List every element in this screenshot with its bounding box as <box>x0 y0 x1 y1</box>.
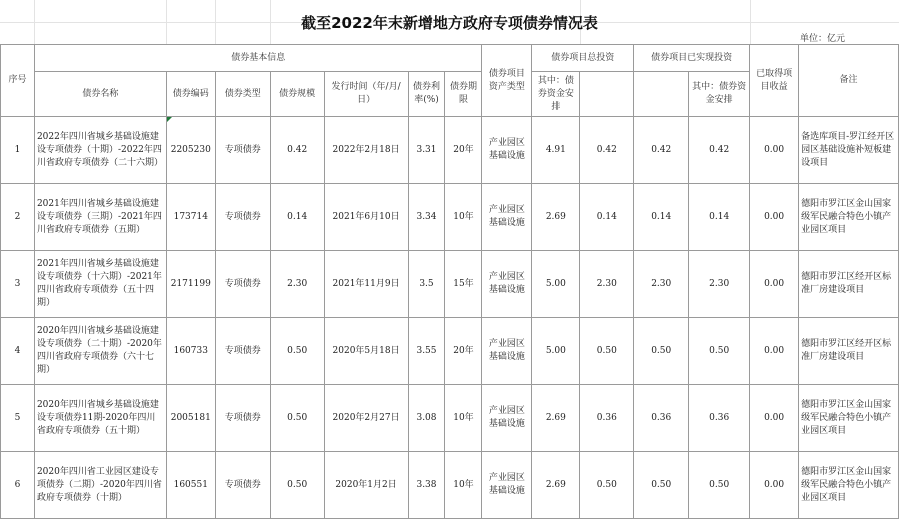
cell-income: 0.00 <box>750 117 799 184</box>
cell-realized: 0.50 <box>634 452 689 519</box>
cell-scale: 0.50 <box>270 318 324 385</box>
cell-income: 0.00 <box>750 318 799 385</box>
cell-rate: 3.5 <box>408 251 445 318</box>
cell-total: 2.69 <box>532 184 580 251</box>
cell-name: 2020年四川省工业园区建设专项债券（二期）-2020年四川省政府专项债券（十期） <box>34 452 166 519</box>
header-seq: 序号 <box>1 45 35 117</box>
cell-name: 2020年四川省城乡基础设施建设专项债券（二十期）-2020年四川省政府专项债券（六十七期） <box>34 318 166 385</box>
header-issue-date: 发行时间（年/月/日） <box>324 72 408 117</box>
cell-seq: 4 <box>1 318 35 385</box>
header-realized-investment: 债券项目已实现投资 <box>634 45 750 72</box>
cell-scale: 0.50 <box>270 452 324 519</box>
cell-realized: 2.30 <box>634 251 689 318</box>
cell-remark: 德阳市罗江区金山国家级军民融合特色小镇产业园区项目 <box>799 184 899 251</box>
cell-term: 10年 <box>445 452 482 519</box>
header-total-inv-blank <box>580 72 634 117</box>
cell-total: 5.00 <box>532 318 580 385</box>
cell-seq: 2 <box>1 184 35 251</box>
cell-term: 15年 <box>445 251 482 318</box>
cell-total-bond: 0.50 <box>580 318 634 385</box>
header-scale: 债券规模 <box>270 72 324 117</box>
cell-asset: 产业园区基础设施 <box>482 452 532 519</box>
cell-realized-bond: 0.42 <box>689 117 750 184</box>
cell-name: 2021年四川省城乡基础设施建设专项债券（十六期）-2021年四川省政府专项债券（五十四期） <box>34 251 166 318</box>
cell-rate: 3.34 <box>408 184 445 251</box>
cell-name: 2021年四川省城乡基础设施建设专项债券（三期）-2021年四川省政府专项债券（五期） <box>34 184 166 251</box>
cell-date: 2020年1月2日 <box>324 452 408 519</box>
header-basic-info: 债券基本信息 <box>34 45 481 72</box>
header-type: 债券类型 <box>215 72 270 117</box>
table-row <box>1 251 899 318</box>
cell-asset: 产业园区基础设施 <box>482 184 532 251</box>
cell-income: 0.00 <box>750 251 799 318</box>
cell-term: 10年 <box>445 184 482 251</box>
cell-type: 专项债券 <box>215 385 270 452</box>
table-row <box>1 184 899 251</box>
header-row-1 <box>1 45 899 72</box>
cell-remark: 备选库项目-罗江经开区园区基础设施补短板建设项目 <box>799 117 899 184</box>
cell-date: 2020年2月27日 <box>324 385 408 452</box>
table-row <box>1 117 899 184</box>
cell-income: 0.00 <box>750 385 799 452</box>
cell-scale: 2.30 <box>270 251 324 318</box>
cell-total-bond: 0.42 <box>580 117 634 184</box>
cell-date: 2021年11月9日 <box>324 251 408 318</box>
cell-scale: 0.14 <box>270 184 324 251</box>
page-title: 截至2022年末新增地方政府专项债券情况表 <box>301 13 598 32</box>
cell-name: 2020年四川省城乡基础设施建设专项债券11期-2020年四川省政府专项债券（五十期） <box>34 385 166 452</box>
cell-realized-bond: 0.14 <box>689 184 750 251</box>
cell-asset: 产业园区基础设施 <box>482 117 532 184</box>
cell-scale: 0.42 <box>270 117 324 184</box>
table-row <box>1 452 899 519</box>
cell-date: 2020年5月18日 <box>324 318 408 385</box>
cell-total: 2.69 <box>532 452 580 519</box>
cell-term: 10年 <box>445 385 482 452</box>
header-asset-type: 债券项目资产类型 <box>482 45 532 117</box>
cell-code: 160551 <box>166 452 215 519</box>
header-name: 债券名称 <box>34 72 166 117</box>
cell-scale: 0.50 <box>270 385 324 452</box>
cell-rate: 3.08 <box>408 385 445 452</box>
cell-type: 专项债券 <box>215 184 270 251</box>
cell-code: 173714 <box>166 184 215 251</box>
header-remark: 备注 <box>799 45 899 117</box>
bond-table <box>0 44 899 519</box>
cell-name: 2022年四川省城乡基础设施建设专项债券（十期）-2022年四川省政府专项债券（二十六期） <box>34 117 166 184</box>
cell-code: 2171199 <box>166 251 215 318</box>
header-total-bond-funds: 其中：债券资金安排 <box>532 72 580 117</box>
cell-total: 4.91 <box>532 117 580 184</box>
cell-code: 2005181 <box>166 385 215 452</box>
cell-type: 专项债券 <box>215 452 270 519</box>
cell-income: 0.00 <box>750 184 799 251</box>
header-term: 债券期限 <box>445 72 482 117</box>
cell-term: 20年 <box>445 318 482 385</box>
cell-asset: 产业园区基础设施 <box>482 318 532 385</box>
cell-rate: 3.55 <box>408 318 445 385</box>
cell-type: 专项债券 <box>215 318 270 385</box>
cell-realized-bond: 0.50 <box>689 452 750 519</box>
cell-realized: 0.14 <box>634 184 689 251</box>
cell-remark: 德阳市罗江区经开区标准厂房建设项目 <box>799 251 899 318</box>
cell-remark: 德阳市罗江区金山国家级军民融合特色小镇产业园区项目 <box>799 385 899 452</box>
cell-realized: 0.42 <box>634 117 689 184</box>
table-row <box>1 318 899 385</box>
cell-code: 160733 <box>166 318 215 385</box>
cell-total-bond: 0.14 <box>580 184 634 251</box>
table-row <box>1 385 899 452</box>
cell-total-bond: 0.36 <box>580 385 634 452</box>
cell-total: 2.69 <box>532 385 580 452</box>
cell-income: 0.00 <box>750 452 799 519</box>
cell-asset: 产业园区基础设施 <box>482 251 532 318</box>
cell-date: 2022年2月18日 <box>324 117 408 184</box>
cell-total-bond: 0.50 <box>580 452 634 519</box>
header-income: 已取得项目收益 <box>750 45 799 117</box>
cell-realized: 0.36 <box>634 385 689 452</box>
cell-total-bond: 2.30 <box>580 251 634 318</box>
cell-total: 5.00 <box>532 251 580 318</box>
cell-date: 2021年6月10日 <box>324 184 408 251</box>
cell-rate: 3.31 <box>408 117 445 184</box>
cell-realized: 0.50 <box>634 318 689 385</box>
header-realized-bond-funds: 其中：债券资金安排 <box>689 72 750 117</box>
header-total-investment: 债券项目总投资 <box>532 45 634 72</box>
cell-remark: 德阳市罗江区经开区标准厂房建设项目 <box>799 318 899 385</box>
header-code: 债券编码 <box>166 72 215 117</box>
header-rate: 债券利率(%) <box>408 72 445 117</box>
cell-asset: 产业园区基础设施 <box>482 385 532 452</box>
cell-remark: 德阳市罗江区金山国家级军民融合特色小镇产业园区项目 <box>799 452 899 519</box>
cell-seq: 3 <box>1 251 35 318</box>
cell-realized-bond: 2.30 <box>689 251 750 318</box>
cell-type: 专项债券 <box>215 251 270 318</box>
cell-term: 20年 <box>445 117 482 184</box>
cell-seq: 6 <box>1 452 35 519</box>
cell-type: 专项债券 <box>215 117 270 184</box>
cell-seq: 5 <box>1 385 35 452</box>
cell-code: 2205230 <box>166 117 215 184</box>
cell-seq: 1 <box>1 117 35 184</box>
cell-rate: 3.38 <box>408 452 445 519</box>
header-realized-blank <box>634 72 689 117</box>
cell-realized-bond: 0.36 <box>689 385 750 452</box>
cell-realized-bond: 0.50 <box>689 318 750 385</box>
unit-label: 单位：亿元 <box>800 34 846 44</box>
